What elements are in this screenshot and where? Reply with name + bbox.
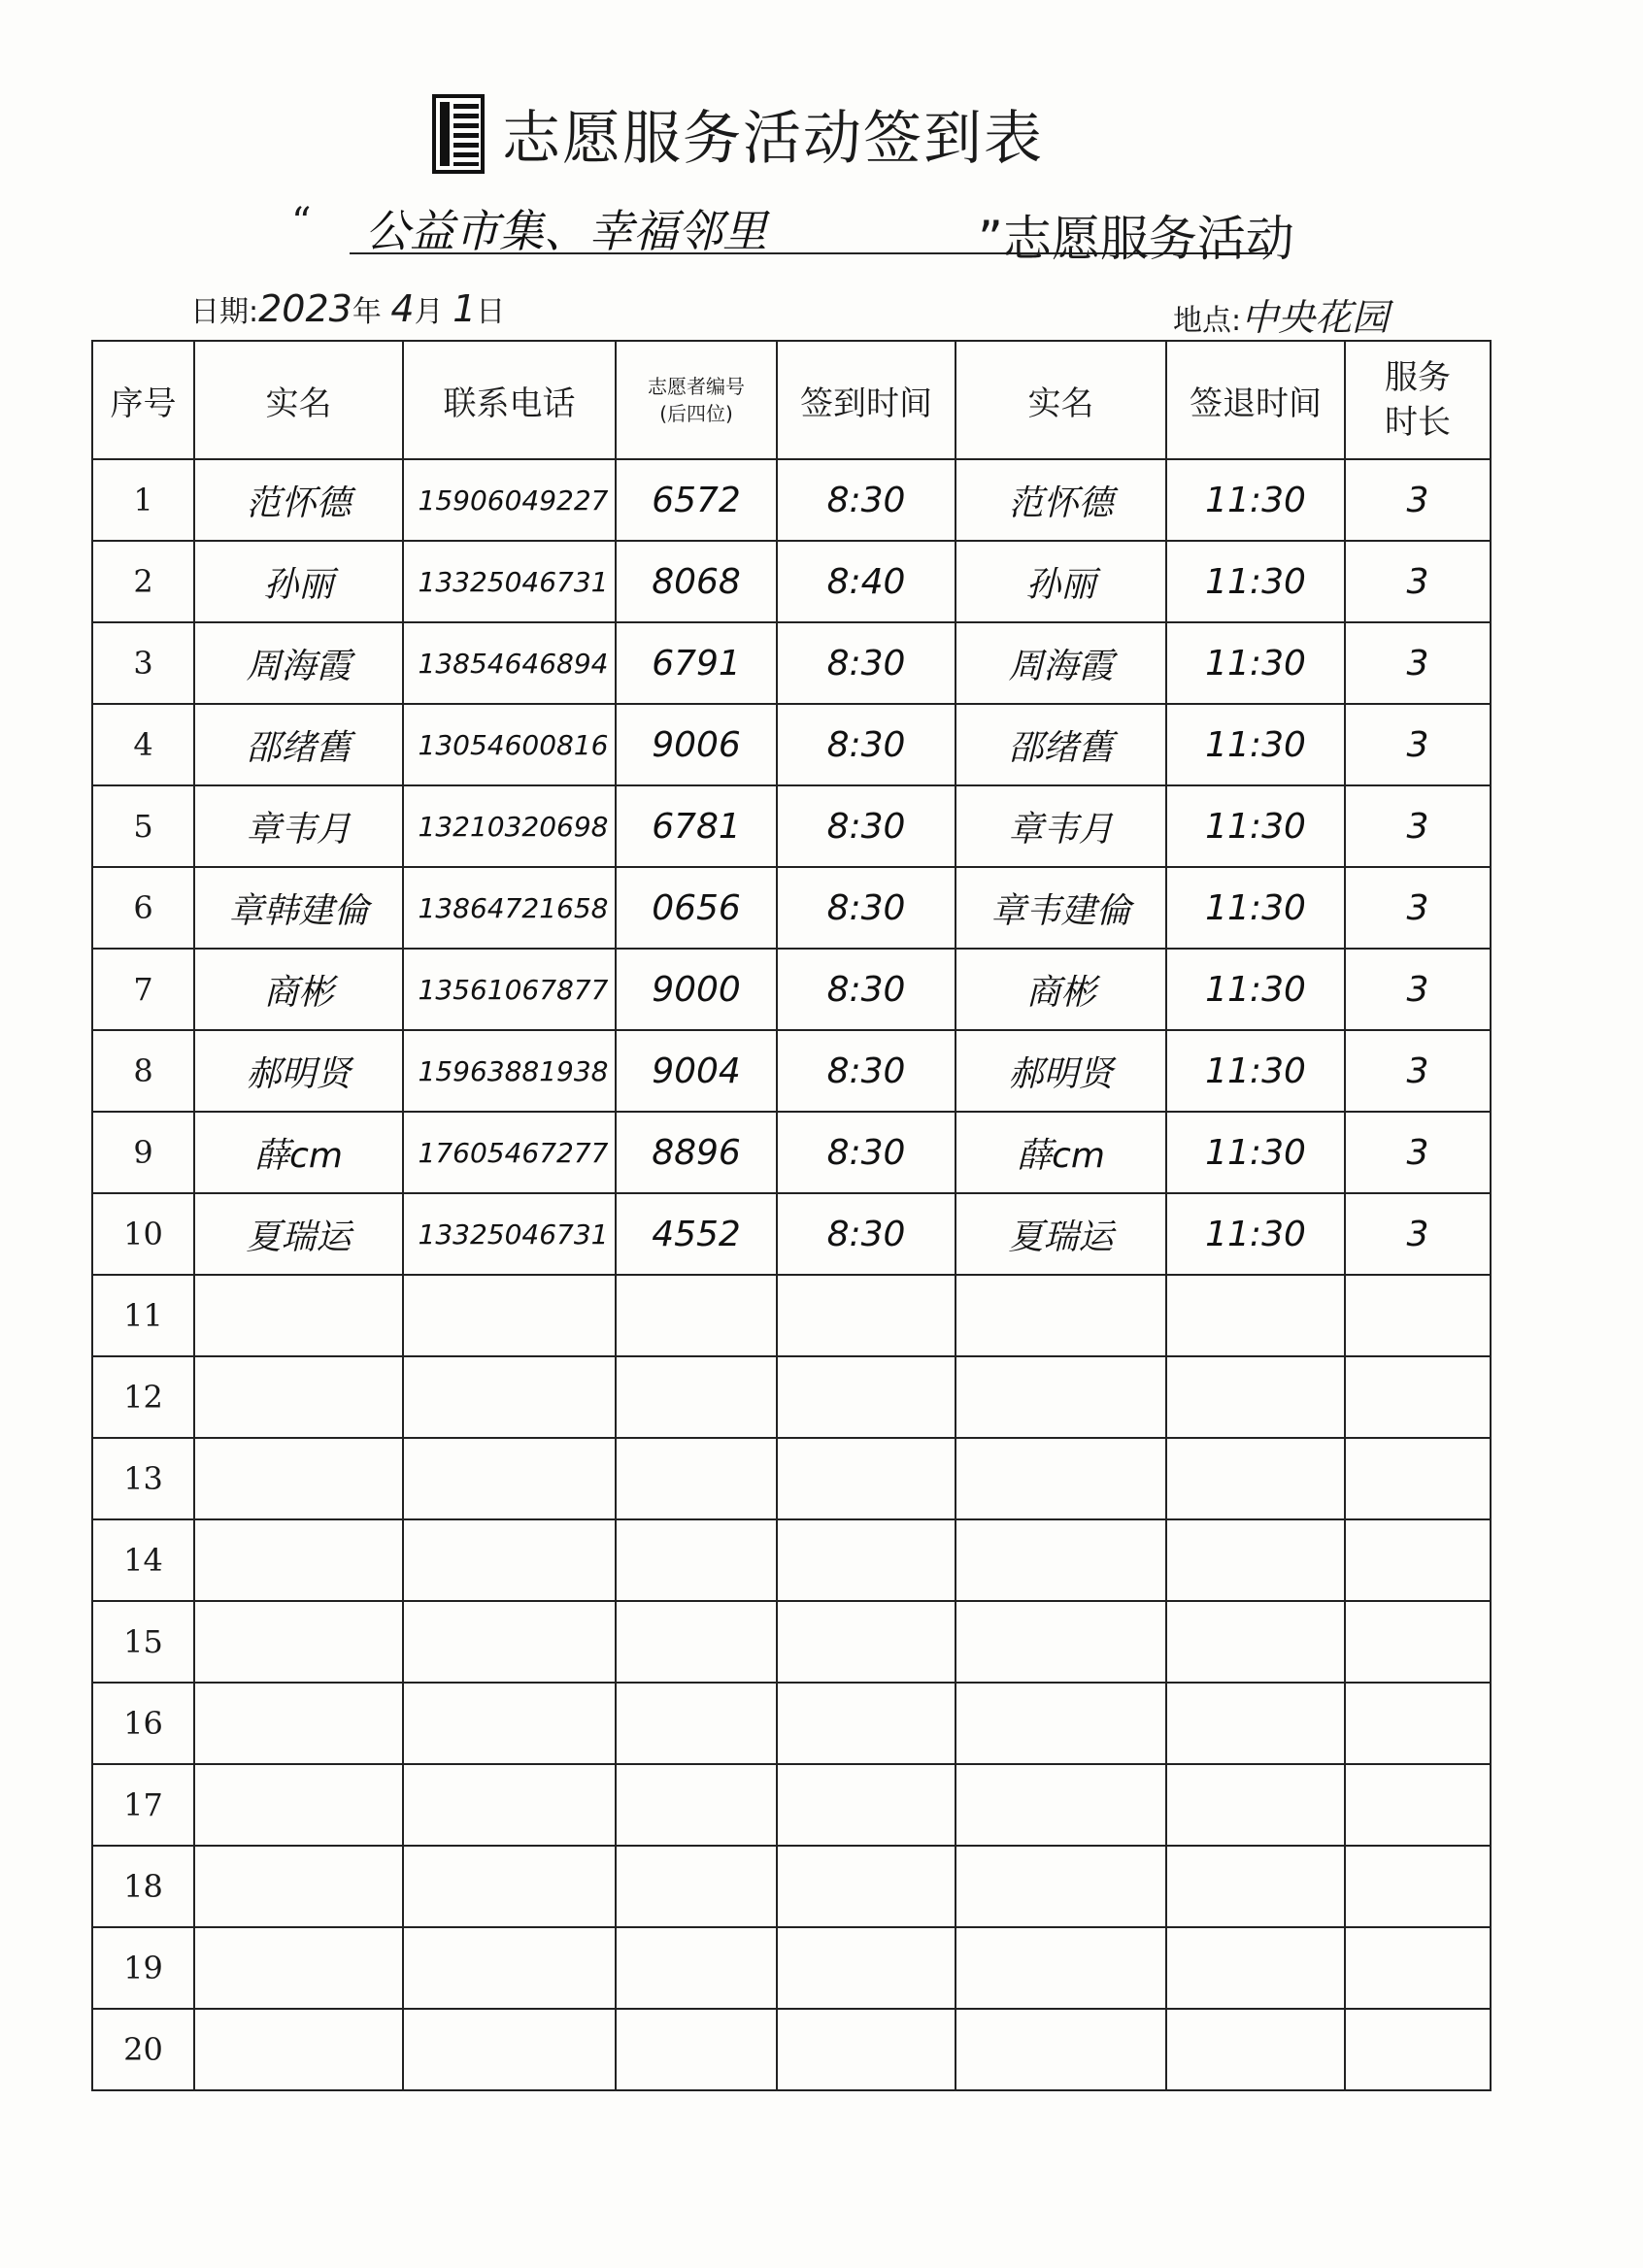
row-name xyxy=(194,1846,403,1927)
row-name2 xyxy=(956,2009,1166,2090)
date-year-unit: 年 xyxy=(352,295,382,329)
activity-line xyxy=(291,194,1321,267)
row-checkout-time xyxy=(1166,1275,1345,1356)
row-name xyxy=(194,1356,403,1438)
table-row xyxy=(92,949,1491,1030)
row-phone: 13864721658 xyxy=(403,867,616,949)
table-row xyxy=(92,1275,1491,1356)
row-index: 19 xyxy=(92,1927,194,2009)
table-row xyxy=(92,1438,1491,1519)
row-name2: 邵绪舊 xyxy=(956,704,1166,785)
row-name xyxy=(194,1601,403,1683)
table-row xyxy=(92,622,1491,704)
row-checkout-time xyxy=(1166,1927,1345,2009)
row-duration: 3 xyxy=(1345,622,1491,704)
header-name2: 实名 xyxy=(956,341,1166,459)
row-phone xyxy=(403,1601,616,1683)
row-name2: 章韦建倫 xyxy=(956,867,1166,949)
row-phone: 15963881938 xyxy=(403,1030,616,1112)
row-index: 8 xyxy=(92,1030,194,1112)
row-phone: 13325046731 xyxy=(403,541,616,622)
row-index: 20 xyxy=(92,2009,194,2090)
row-checkin-time: 8:30 xyxy=(777,459,956,541)
table-row xyxy=(92,1601,1491,1683)
row-checkin-time: 8:30 xyxy=(777,1193,956,1275)
row-checkin-time xyxy=(777,1601,956,1683)
row-name: 章韩建倫 xyxy=(194,867,403,949)
row-checkin-time xyxy=(777,1438,956,1519)
row-name xyxy=(194,1438,403,1519)
row-checkout-time: 11:30 xyxy=(1166,1193,1345,1275)
row-volunteer-id: 6572 xyxy=(616,459,777,541)
row-name2: 周海霞 xyxy=(956,622,1166,704)
date-day-unit: 日 xyxy=(476,295,506,329)
row-index: 15 xyxy=(92,1601,194,1683)
row-checkout-time xyxy=(1166,1356,1345,1438)
row-duration: 3 xyxy=(1345,785,1491,867)
header-name: 实名 xyxy=(194,341,403,459)
row-name2: 孙丽 xyxy=(956,541,1166,622)
row-duration: 3 xyxy=(1345,704,1491,785)
row-checkin-time: 8:30 xyxy=(777,867,956,949)
row-name2: 商彬 xyxy=(956,949,1166,1030)
row-duration: 3 xyxy=(1345,1030,1491,1112)
table-row xyxy=(92,1193,1491,1275)
row-phone: 13561067877 xyxy=(403,949,616,1030)
row-duration xyxy=(1345,1519,1491,1601)
table-header-row xyxy=(92,341,1491,459)
row-name2 xyxy=(956,1356,1166,1438)
table-row xyxy=(92,541,1491,622)
row-phone: 13325046731 xyxy=(403,1193,616,1275)
row-phone: 17605467277 xyxy=(403,1112,616,1193)
row-index: 1 xyxy=(92,459,194,541)
row-duration xyxy=(1345,1764,1491,1846)
header-index: 序号 xyxy=(92,341,194,459)
row-name2: 薛cm xyxy=(956,1112,1166,1193)
row-checkout-time xyxy=(1166,1519,1345,1601)
header-volunteer-id-line1: 志愿者编号 xyxy=(648,375,745,398)
row-volunteer-id: 4552 xyxy=(616,1193,777,1275)
row-checkout-time: 11:30 xyxy=(1166,785,1345,867)
row-checkin-time xyxy=(777,1275,956,1356)
row-volunteer-id xyxy=(616,1846,777,1927)
date-year: 2023 xyxy=(258,287,352,330)
row-phone xyxy=(403,1519,616,1601)
row-name: 孙丽 xyxy=(194,541,403,622)
row-checkout-time: 11:30 xyxy=(1166,949,1345,1030)
row-name2 xyxy=(956,1927,1166,2009)
row-checkin-time: 8:40 xyxy=(777,541,956,622)
row-volunteer-id: 9004 xyxy=(616,1030,777,1112)
row-volunteer-id xyxy=(616,1683,777,1764)
row-name2 xyxy=(956,1438,1166,1519)
row-duration: 3 xyxy=(1345,867,1491,949)
row-volunteer-id xyxy=(616,2009,777,2090)
row-phone: 15906049227 xyxy=(403,459,616,541)
row-name2 xyxy=(956,1764,1166,1846)
row-checkout-time xyxy=(1166,1846,1345,1927)
row-name xyxy=(194,2009,403,2090)
row-volunteer-id: 6781 xyxy=(616,785,777,867)
row-name: 邵绪舊 xyxy=(194,704,403,785)
row-phone xyxy=(403,1764,616,1846)
date-month: 4 xyxy=(390,287,415,330)
row-index: 18 xyxy=(92,1846,194,1927)
table-row xyxy=(92,1846,1491,1927)
row-volunteer-id xyxy=(616,1601,777,1683)
row-checkin-time: 8:30 xyxy=(777,622,956,704)
row-name: 章韦月 xyxy=(194,785,403,867)
row-duration xyxy=(1345,1683,1491,1764)
location-value: 中央花园 xyxy=(1241,296,1390,339)
header-phone: 联系电话 xyxy=(403,341,616,459)
table-row xyxy=(92,1030,1491,1112)
row-checkin-time: 8:30 xyxy=(777,1112,956,1193)
header xyxy=(432,89,1044,179)
row-checkin-time xyxy=(777,2009,956,2090)
row-volunteer-id xyxy=(616,1519,777,1601)
row-name2: 夏瑞运 xyxy=(956,1193,1166,1275)
table-row xyxy=(92,785,1491,867)
table-row xyxy=(92,1519,1491,1601)
activity-suffix: ”志愿服务活动 xyxy=(978,211,1294,267)
row-index: 17 xyxy=(92,1764,194,1846)
row-checkin-time xyxy=(777,1764,956,1846)
row-checkin-time xyxy=(777,1846,956,1927)
row-name2 xyxy=(956,1683,1166,1764)
row-duration xyxy=(1345,1927,1491,2009)
row-phone: 13854646894 xyxy=(403,622,616,704)
table-row xyxy=(92,1927,1491,2009)
row-name2 xyxy=(956,1846,1166,1927)
row-volunteer-id xyxy=(616,1356,777,1438)
table-row xyxy=(92,459,1491,541)
row-index: 11 xyxy=(92,1275,194,1356)
row-checkout-time: 11:30 xyxy=(1166,704,1345,785)
row-duration xyxy=(1345,1356,1491,1438)
row-checkout-time xyxy=(1166,1683,1345,1764)
row-volunteer-id xyxy=(616,1764,777,1846)
row-volunteer-id: 9000 xyxy=(616,949,777,1030)
row-phone xyxy=(403,1927,616,2009)
row-phone xyxy=(403,1683,616,1764)
header-duration-line2: 时长 xyxy=(1385,403,1451,442)
row-name2 xyxy=(956,1275,1166,1356)
row-volunteer-id: 8068 xyxy=(616,541,777,622)
row-name2 xyxy=(956,1519,1166,1601)
row-checkin-time: 8:30 xyxy=(777,704,956,785)
row-index: 4 xyxy=(92,704,194,785)
page-title: 志愿服务活动签到表 xyxy=(502,105,1044,173)
row-name: 周海霞 xyxy=(194,622,403,704)
table-row xyxy=(92,1112,1491,1193)
row-name2: 章韦月 xyxy=(956,785,1166,867)
row-volunteer-id: 8896 xyxy=(616,1112,777,1193)
row-checkout-time xyxy=(1166,2009,1345,2090)
row-checkout-time: 11:30 xyxy=(1166,622,1345,704)
row-checkin-time xyxy=(777,1927,956,2009)
row-index: 6 xyxy=(92,867,194,949)
row-index: 12 xyxy=(92,1356,194,1438)
row-index: 5 xyxy=(92,785,194,867)
row-duration: 3 xyxy=(1345,1193,1491,1275)
row-name2: 范怀德 xyxy=(956,459,1166,541)
header-duration-line1: 服务 xyxy=(1385,358,1451,397)
row-phone xyxy=(403,1356,616,1438)
row-volunteer-id: 6791 xyxy=(616,622,777,704)
location-line xyxy=(1173,287,1389,341)
row-name: 范怀德 xyxy=(194,459,403,541)
row-name: 薛cm xyxy=(194,1112,403,1193)
header-volunteer-id-line2: (后四位) xyxy=(659,402,733,425)
row-volunteer-id: 0656 xyxy=(616,867,777,949)
row-name xyxy=(194,1683,403,1764)
row-duration xyxy=(1345,1275,1491,1356)
row-checkout-time: 11:30 xyxy=(1166,867,1345,949)
table-row xyxy=(92,2009,1491,2090)
activity-open-quote: “ xyxy=(291,200,312,245)
row-checkout-time: 11:30 xyxy=(1166,1030,1345,1112)
row-duration: 3 xyxy=(1345,949,1491,1030)
row-index: 9 xyxy=(92,1112,194,1193)
row-name: 夏瑞运 xyxy=(194,1193,403,1275)
activity-name: 公益市集、幸福邻里 xyxy=(365,205,767,257)
row-phone: 13054600816 xyxy=(403,704,616,785)
row-name2: 郝明贤 xyxy=(956,1030,1166,1112)
date-line xyxy=(190,287,505,330)
row-phone xyxy=(403,1438,616,1519)
row-checkout-time xyxy=(1166,1764,1345,1846)
row-index: 7 xyxy=(92,949,194,1030)
row-duration xyxy=(1345,1846,1491,1927)
row-checkin-time: 8:30 xyxy=(777,785,956,867)
row-checkout-time: 11:30 xyxy=(1166,459,1345,541)
row-name: 商彬 xyxy=(194,949,403,1030)
header-duration xyxy=(1345,341,1491,459)
table-row xyxy=(92,867,1491,949)
table-row xyxy=(92,1764,1491,1846)
row-checkin-time xyxy=(777,1683,956,1764)
row-checkout-time xyxy=(1166,1601,1345,1683)
row-duration xyxy=(1345,1438,1491,1519)
row-volunteer-id xyxy=(616,1275,777,1356)
row-checkin-time xyxy=(777,1356,956,1438)
sign-in-table xyxy=(91,340,1492,2091)
row-index: 14 xyxy=(92,1519,194,1601)
row-phone xyxy=(403,1275,616,1356)
table-row xyxy=(92,1356,1491,1438)
row-phone: 13210320698 xyxy=(403,785,616,867)
row-duration: 3 xyxy=(1345,459,1491,541)
row-name xyxy=(194,1764,403,1846)
row-checkout-time xyxy=(1166,1438,1345,1519)
row-name xyxy=(194,1519,403,1601)
row-volunteer-id xyxy=(616,1927,777,2009)
row-index: 2 xyxy=(92,541,194,622)
location-label: 地点: xyxy=(1173,304,1242,338)
date-label: 日期: xyxy=(190,295,259,329)
row-duration xyxy=(1345,2009,1491,2090)
row-duration xyxy=(1345,1601,1491,1683)
header-checkin-time: 签到时间 xyxy=(777,341,956,459)
row-phone xyxy=(403,1846,616,1927)
date-month-unit: 月 xyxy=(414,295,444,329)
row-checkout-time: 11:30 xyxy=(1166,1112,1345,1193)
row-index: 13 xyxy=(92,1438,194,1519)
row-name xyxy=(194,1927,403,2009)
row-index: 16 xyxy=(92,1683,194,1764)
date-day: 1 xyxy=(453,287,477,330)
row-index: 10 xyxy=(92,1193,194,1275)
row-name: 郝明贤 xyxy=(194,1030,403,1112)
row-checkin-time xyxy=(777,1519,956,1601)
row-duration: 3 xyxy=(1345,541,1491,622)
row-phone xyxy=(403,2009,616,2090)
row-volunteer-id xyxy=(616,1438,777,1519)
row-checkout-time: 11:30 xyxy=(1166,541,1345,622)
row-name xyxy=(194,1275,403,1356)
row-duration: 3 xyxy=(1345,1112,1491,1193)
row-name2 xyxy=(956,1601,1166,1683)
row-checkin-time: 8:30 xyxy=(777,1030,956,1112)
table-row xyxy=(92,704,1491,785)
logo-icon xyxy=(432,94,485,174)
row-checkin-time: 8:30 xyxy=(777,949,956,1030)
header-volunteer-id xyxy=(616,341,777,459)
header-checkout-time: 签退时间 xyxy=(1166,341,1345,459)
row-index: 3 xyxy=(92,622,194,704)
table-row xyxy=(92,1683,1491,1764)
row-volunteer-id: 9006 xyxy=(616,704,777,785)
